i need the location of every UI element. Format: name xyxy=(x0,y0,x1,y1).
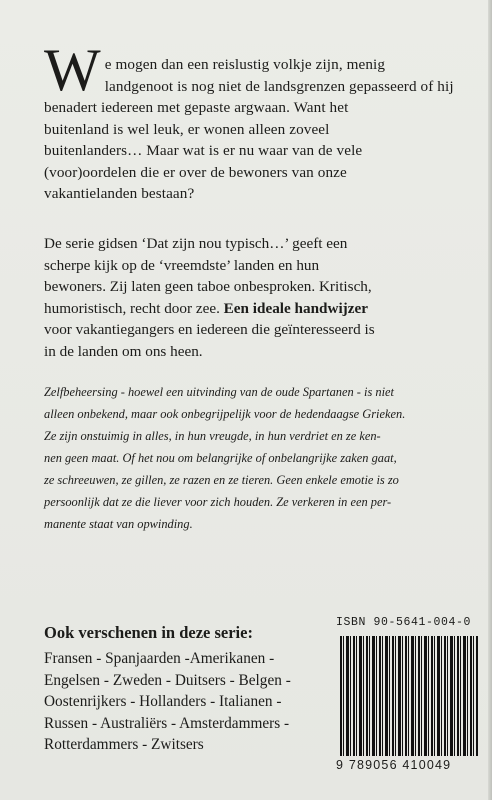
quote-line: ze schreeuwen, ze gillen, ze razen en ze tieren. Geen enkele emotie is zo xyxy=(44,473,399,487)
series-list xyxy=(44,648,334,756)
description-line: De serie gidsen ‘Dat zijn nou typisch…’ geeft een xyxy=(44,235,348,252)
description-line: bewoners. Zij laten geen taboe onbesproken. Kritisch, xyxy=(44,278,372,296)
quote-line: manente staat van opwinding. xyxy=(44,517,193,531)
intro-line: vakantielanden bestaan? xyxy=(44,185,195,202)
series-list-line: Oostenrijkers - Hollanders - Italianen - xyxy=(44,693,282,711)
series-heading: Ook verschenen in deze serie: xyxy=(44,623,253,642)
drop-cap: W xyxy=(44,37,101,103)
series-list-line: Russen - Australiërs - Amsterdammers - xyxy=(44,714,290,732)
series-description xyxy=(44,233,459,363)
series-list-line: Engelsen - Zweden - Duitsers - Belgen - xyxy=(44,671,291,689)
intro-line: (voor)oordelen die er over de bewoners van onze xyxy=(44,163,347,181)
series-list-line: Fransen - Spanjaarden -Amerikanen - xyxy=(44,650,275,667)
isbn-label: ISBN 90-5641-004-0 xyxy=(336,616,472,629)
intro-line: benadert iedereen met gepaste argwaan. Want het xyxy=(44,99,349,116)
quote-line: nen geen maat. Of het nou om belangrijke of onbelangrijke zaken gaat, xyxy=(44,451,397,465)
intro-line: buitenland is wel leuk, er wonen alleen zoveel xyxy=(44,120,330,138)
quote-line: Zelfbeheersing - hoewel een uitvinding van de oude Spartanen - is niet xyxy=(44,385,394,399)
intro-line: e mogen dan een reislustig volkje zijn, menig xyxy=(104,56,386,73)
barcode-icon xyxy=(340,636,478,756)
description-line: voor vakantiegangers en iedereen die geïnteresseerd is xyxy=(44,321,375,339)
series-list-line: Rotterdammers - Zwitsers xyxy=(44,736,204,754)
description-line: scherpe kijk op de ‘vreemdste’ landen en hun xyxy=(44,256,320,274)
quote-line: alleen onbekend, maar ook onbegrijpelijk voor de hedendaagse Grieken. xyxy=(44,407,406,421)
quote-line: persoonlijk dat ze die liever voor zich houden. Ze verkeren in een per- xyxy=(44,495,392,509)
excerpt-quote xyxy=(44,381,464,535)
cover-edge xyxy=(488,0,492,800)
intro-paragraph xyxy=(44,37,454,205)
description-line: in de landen om ons heen. xyxy=(44,342,203,360)
intro-line: landgenoot is nog niet de landsgrenzen gepasseerd of hij xyxy=(104,77,454,95)
quote-line: Ze zijn onstuimig in alles, in hun vreugde, in hun verdriet en ze ken- xyxy=(44,429,381,443)
description-line: humoristisch, recht door zee. xyxy=(44,299,220,317)
barcode-number: 9 789056 410049 xyxy=(336,758,452,772)
intro-line: buitenlanders… Maar wat is er nu waar van de vele xyxy=(44,142,363,159)
barcode-block xyxy=(336,612,482,776)
highlight-text: Een ideale handwijzer xyxy=(223,299,368,317)
